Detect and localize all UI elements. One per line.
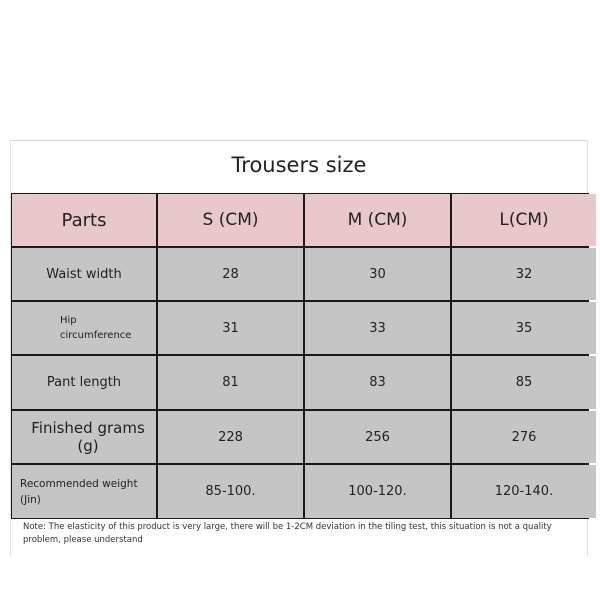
cell-weight-l: 120-140.: [452, 465, 596, 518]
size-table: [11, 193, 589, 519]
row-label-hip-circumference: [12, 302, 156, 354]
cell-weight-m: 100-120.: [305, 465, 450, 518]
row-label-rec-line1: Recommended weight: [20, 477, 138, 490]
size-chart-card: [10, 140, 588, 556]
cell-length-l: 85: [452, 356, 596, 409]
cell-waist-m: 30: [305, 248, 450, 300]
cell-length-m: 83: [305, 356, 450, 409]
header-size-m: M (CM): [305, 194, 450, 246]
cell-length-s: 81: [158, 356, 303, 409]
cell-waist-s: 28: [158, 248, 303, 300]
row-label-waist-width: Waist width: [12, 248, 156, 300]
row-label-finished-grams: Finished grams (g): [12, 411, 156, 463]
cell-hip-l: 35: [452, 302, 596, 354]
cell-grams-m: 256: [305, 411, 450, 463]
header-size-l: L(CM): [452, 194, 596, 246]
cell-grams-s: 228: [158, 411, 303, 463]
note-text: Note: The elasticity of this product is very large, there will be 1-2CM deviation in the tiling test, this situation is not a quality problem, please understand: [23, 522, 552, 545]
header-parts: Parts: [12, 194, 156, 246]
cell-hip-s: 31: [158, 302, 303, 354]
row-label-recommended-weight: [12, 465, 156, 518]
header-size-s: S (CM): [158, 194, 303, 246]
cell-waist-l: 32: [452, 248, 596, 300]
row-label-rec-line2: (Jin): [20, 493, 41, 506]
row-label-hip-line1: Hip: [60, 315, 77, 326]
cell-hip-m: 33: [305, 302, 450, 354]
chart-title: Trousers size: [231, 153, 367, 177]
cell-weight-s: 85-100.: [158, 465, 303, 518]
row-label-hip-line2: circumference: [60, 330, 132, 341]
cell-grams-l: 276: [452, 411, 596, 463]
row-label-pant-length: Pant length: [12, 356, 156, 409]
